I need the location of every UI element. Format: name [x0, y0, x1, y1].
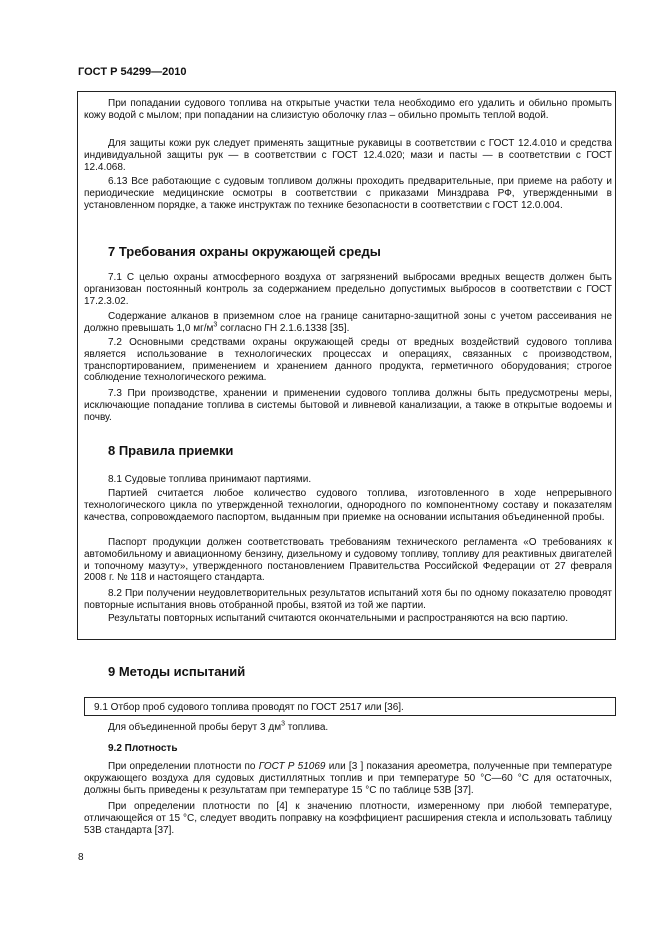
combined-sample-text-end: топлива. — [285, 722, 329, 733]
section-7-title: 7 Требования охраны окружающей среды — [108, 244, 381, 259]
combined-sample-text: Для объединенной пробы берут 3 дм — [108, 722, 282, 733]
combined-sample-superscript: 3 — [281, 720, 285, 728]
paragraph-density-hydrometer — [84, 761, 612, 796]
density-text-end: или [3 ] показания ареометра, полученные при температуре окружающего воздуха для судовых дистиллятных топлив и при температуре 50 °С—60 °С для остаточных, должны быть приведены к результатам при температуре 15 °С по таблице 53В [37]. — [84, 761, 613, 796]
gost-reference: ГОСТ Р 51069 — [258, 761, 326, 772]
paragraph-6-13: 6.13 Все работающие с судовым топливом должны проходить предварительные, при приеме на работу и периодические медицинские осмотры в соответствии с приказами Минздрава РФ, утвержденными в установленном порядке, а также инструктаж по технике безопасности в соответствии с ГОСТ 12.0.004. — [84, 176, 612, 211]
paragraph-first-aid: При попадании судового топлива на открытые участки тела необходимо его удалить и обильно промыть кожу водой с мылом; при попадании на слизистую оболочку глаз – обильно промыть теплой водой. — [84, 98, 612, 121]
paragraph-results: Результаты повторных испытаний считаются окончательными и распространяются на всю партию. — [108, 613, 569, 624]
alkanes-superscript: 3 — [213, 321, 218, 329]
paragraph-skin-protection: Для защиты кожи рук следует применять защитные рукавицы в соответствии с ГОСТ 12.4.010 и средства индивидуальной защиты рук — в соответствии с ГОСТ 12.4.020; мази и пасты — в соответствии с ГОСТ 12.4.068. — [84, 138, 612, 173]
paragraph-9-1: 9.1 Отбор проб судового топлива проводят по ГОСТ 2517 или [36]. — [94, 702, 404, 713]
paragraph-combined-sample — [84, 722, 612, 734]
density-text-start: При определении плотности по — [108, 761, 259, 772]
paragraph-density-correction: При определении плотности по [4] к значению плотности, измеренному при любой температуре, отличающейся от 15 °С, следует вводить поправку на коэффициент расширения стекла и использовать таблицу 53В стандарта [37]. — [84, 801, 612, 836]
subsection-9-2-title: 9.2 Плотность — [108, 743, 178, 754]
paragraph-7-3: 7.3 При производстве, хранении и применении судового топлива должны быть предусмотрены меры, исключающие попадание топлива в системы бытовой и ливневой канализации, а также в открытые водоемы и почву. — [84, 388, 612, 423]
section-9-title: 9 Методы испытаний — [108, 664, 246, 679]
document-header: ГОСТ Р 54299—2010 — [78, 66, 187, 78]
paragraph-8-2: 8.2 При получении неудовлетворительных результатов испытаний хотя бы по одному показателю проводят повторные испытания вновь отобранной пробы, взятой из той же партии. — [84, 588, 612, 611]
paragraph-alkanes — [84, 311, 612, 335]
alkanes-text-end: согласно ГН 2.1.6.1338 [35]. — [217, 322, 350, 334]
section-8-title: 8 Правила приемки — [108, 443, 234, 458]
paragraph-8-1: 8.1 Судовые топлива принимают партиями. — [108, 474, 312, 485]
paragraph-7-1: 7.1 С целью охраны атмосферного воздуха от загрязнений выбросами вредных веществ должен быть организован постоянный контроль за содержанием предельно допустимых выбросов в соответствии с ГОСТ 17.2.3.02. — [84, 272, 612, 307]
paragraph-passport: Паспорт продукции должен соответствовать требованиям технического регламента «О требованиях к автомобильному и авиационному бензину, дизельному и судовому топливу, топливу для реактивных двигателей и топочному мазуту», утвержденного постановлением Правительства Российской Федерации от 27 февраля 2008 г. № 118 и настоящего стандарта. — [84, 537, 612, 584]
paragraph-7-2: 7.2 Основными средствами охраны окружающей среды от вредных воздействий судового топлива является использование в технологических процессах и операциях, связанных с производством, транспортированием, применением и хранением данного продукта, герметичного оборудования; строгое соблюдение технологического режима. — [84, 337, 612, 384]
page-number: 8 — [78, 852, 84, 863]
alkanes-text: Содержание алканов в приземном слое на границе санитарно-защитной зоны с учетом рассеивания не должно превышать 1,0 мг/м — [84, 311, 612, 334]
paragraph-batch: Партией считается любое количество судового топлива, изготовленного в ходе непрерывного технологического цикла по утвержденной технологии, однородного по компонентному составу и показателям качества, сопровождаемого паспортом, выданным при приемке на основании испытания объединенной пробы. — [84, 488, 612, 523]
